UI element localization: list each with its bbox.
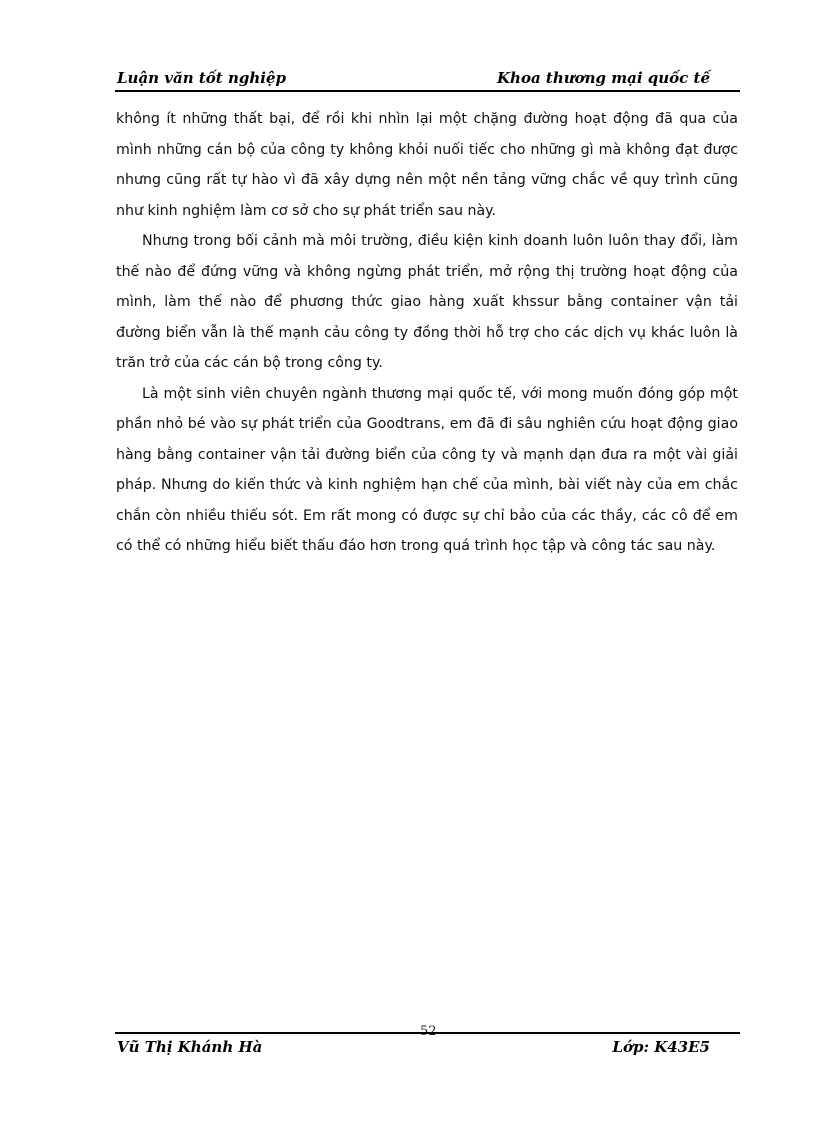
footer-class: Lớp: K43E5: [612, 1038, 710, 1056]
page-header: [115, 66, 740, 92]
paragraph-3: Là một sinh viên chuyên ngành thương mại quốc tế, với mong muốn đóng góp một phần nhỏ bé vào sự phát triển của Goodtrans, em đã đi sâu nghiên cứu hoạt động giao hàng bằng container vận tải đường biển của công ty và mạnh dạn đưa ra một vài giải pháp. Nhưng do kiến thức và kinh nghiệm hạn chế của mình, bài viết này của em chắc chắn còn nhiều thiếu sót. Em rất mong có được sự chỉ bảo của các thầy, các cô để em có thể có những hiểu biết thấu đáo hơn trong quá trình học tập và công tác sau này.: [116, 385, 738, 554]
body-text: [116, 104, 738, 562]
paragraph-2: Nhưng trong bối cảnh mà môi trường, điều kiện kinh doanh luôn luôn thay đổi, làm thế nào để đứng vững và không ngừng phát triển, mở rộng thị trường hoạt động của mình, làm thế nào để phương thức giao hàng xuất khssur bằng container vận tải đường biển vẫn là thế mạnh cảu công ty đồng thời hỗ trợ cho các dịch vụ khác luôn là trăn trở của các cán bộ trong công ty.: [116, 233, 738, 371]
page-number: 52: [420, 1024, 437, 1039]
page-footer: [115, 1032, 740, 1062]
header-thesis-title: Luận văn tốt nghiệp: [117, 69, 286, 87]
footer-author: Vũ Thị Khánh Hà: [117, 1038, 263, 1056]
header-faculty: Khoa thương mại quốc tế: [497, 69, 710, 87]
paragraph-1: không ít những thất bại, để rồi khi nhìn lại một chặng đường hoạt động đã qua của mình những cán bộ của công ty không khỏi nuối tiếc cho những gì mà không đạt được nhưng cũng rất tự hào vì đã xây dựng nên một nền tảng vững chắc về quy trình cũng như kinh nghiệm làm cơ sở cho sự phát triển sau này.: [116, 111, 738, 219]
